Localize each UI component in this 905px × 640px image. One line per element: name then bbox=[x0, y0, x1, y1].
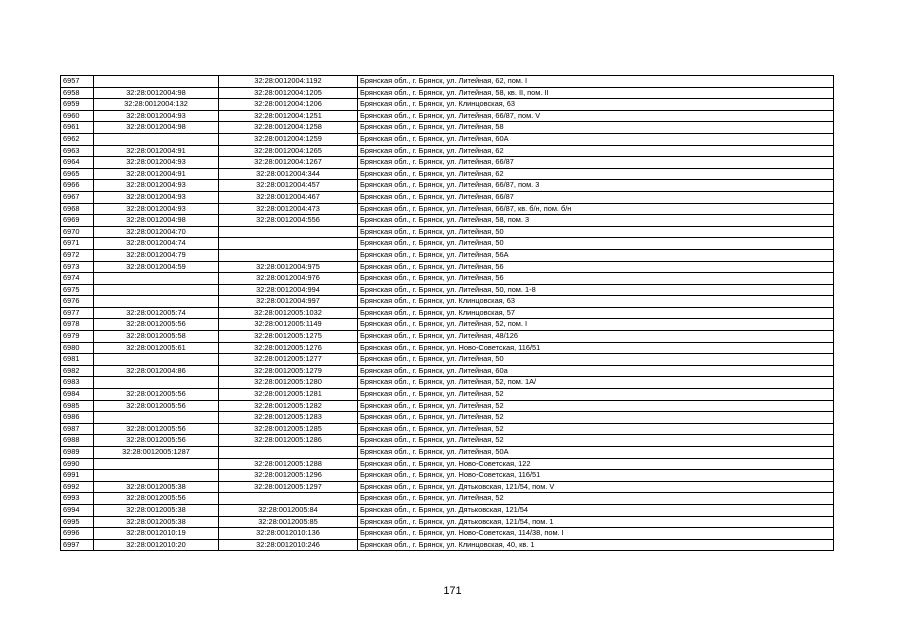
table-row bbox=[61, 145, 834, 157]
address-cell: Брянская обл., г. Брянск, ул. Дятьковская, 121/54 bbox=[358, 504, 834, 516]
table-row bbox=[61, 307, 834, 319]
address-cell: Брянская обл., г. Брянск, ул. Литейная, 58, пом. 3 bbox=[358, 215, 834, 227]
table-row bbox=[61, 539, 834, 551]
table-row bbox=[61, 470, 834, 482]
address-cell: Брянская обл., г. Брянск, ул. Клинцовская, 63 bbox=[358, 99, 834, 111]
object-cadastral-number-cell: 32:28:0012004:976 bbox=[219, 273, 358, 285]
address-cell: Брянская обл., г. Брянск, ул. Литейная, 60а bbox=[358, 365, 834, 377]
row-number-cell: 6965 bbox=[61, 168, 94, 180]
table-row bbox=[61, 226, 834, 238]
object-cadastral-number-cell: 32:28:0012005:84 bbox=[219, 504, 358, 516]
land-cadastral-number-cell: 32:28:0012004:132 bbox=[94, 99, 219, 111]
land-cadastral-number-cell: 32:28:0012004:93 bbox=[94, 203, 219, 215]
land-cadastral-number-cell: 32:28:0012004:86 bbox=[94, 365, 219, 377]
row-number-cell: 6968 bbox=[61, 203, 94, 215]
table-row bbox=[61, 203, 834, 215]
address-cell: Брянская обл., г. Брянск, ул. Литейная, 52 bbox=[358, 400, 834, 412]
row-number-cell: 6960 bbox=[61, 110, 94, 122]
land-cadastral-number-cell bbox=[94, 76, 219, 88]
object-cadastral-number-cell: 32:28:0012004:1258 bbox=[219, 122, 358, 134]
table-row bbox=[61, 99, 834, 111]
row-number-cell: 6995 bbox=[61, 516, 94, 528]
address-cell: Брянская обл., г. Брянск, ул. Литейная, 66/87, пом. 3 bbox=[358, 180, 834, 192]
row-number-cell: 6977 bbox=[61, 307, 94, 319]
page-number: 171 bbox=[443, 585, 462, 597]
address-cell: Брянская обл., г. Брянск, ул. Литейная, 52 bbox=[358, 423, 834, 435]
object-cadastral-number-cell: 32:28:0012005:1279 bbox=[219, 365, 358, 377]
land-cadastral-number-cell: 32:28:0012005:38 bbox=[94, 481, 219, 493]
object-cadastral-number-cell: 32:28:0012010:246 bbox=[219, 539, 358, 551]
object-cadastral-number-cell: 32:28:0012004:1192 bbox=[219, 76, 358, 88]
object-cadastral-number-cell bbox=[219, 493, 358, 505]
row-number-cell: 6975 bbox=[61, 284, 94, 296]
object-cadastral-number-cell: 32:28:0012005:1032 bbox=[219, 307, 358, 319]
object-cadastral-number-cell: 32:28:0012004:467 bbox=[219, 191, 358, 203]
row-number-cell: 6969 bbox=[61, 215, 94, 227]
land-cadastral-number-cell: 32:28:0012005:58 bbox=[94, 331, 219, 343]
row-number-cell: 6985 bbox=[61, 400, 94, 412]
row-number-cell: 6991 bbox=[61, 470, 94, 482]
row-number-cell: 6980 bbox=[61, 342, 94, 354]
address-cell: Брянская обл., г. Брянск, ул. Литейная, 56 bbox=[358, 273, 834, 285]
land-cadastral-number-cell: 32:28:0012005:56 bbox=[94, 400, 219, 412]
table-row bbox=[61, 191, 834, 203]
land-cadastral-number-cell bbox=[94, 273, 219, 285]
object-cadastral-number-cell: 32:28:0012005:1149 bbox=[219, 319, 358, 331]
address-cell: Брянская обл., г. Брянск, ул. Литейная, 62 bbox=[358, 168, 834, 180]
row-number-cell: 6993 bbox=[61, 493, 94, 505]
row-number-cell: 6992 bbox=[61, 481, 94, 493]
address-cell: Брянская обл., г. Брянск, ул. Литейная, 52 bbox=[358, 435, 834, 447]
table-row bbox=[61, 458, 834, 470]
table-row bbox=[61, 447, 834, 459]
land-cadastral-number-cell: 32:28:0012010:20 bbox=[94, 539, 219, 551]
address-cell: Брянская обл., г. Брянск, ул. Литейная, 52 bbox=[358, 389, 834, 401]
object-cadastral-number-cell: 32:28:0012004:1265 bbox=[219, 145, 358, 157]
table-row bbox=[61, 180, 834, 192]
object-cadastral-number-cell: 32:28:0012004:344 bbox=[219, 168, 358, 180]
address-cell: Брянская обл., г. Брянск, ул. Дятьковская, 121/54, пом. V bbox=[358, 481, 834, 493]
table-row bbox=[61, 342, 834, 354]
object-cadastral-number-cell: 32:28:0012004:1267 bbox=[219, 157, 358, 169]
object-cadastral-number-cell: 32:28:0012005:85 bbox=[219, 516, 358, 528]
address-cell: Брянская обл., г. Брянск, ул. Ново-Советская, 116/51 bbox=[358, 470, 834, 482]
land-cadastral-number-cell bbox=[94, 284, 219, 296]
object-cadastral-number-cell: 32:28:0012005:1283 bbox=[219, 412, 358, 424]
row-number-cell: 6967 bbox=[61, 191, 94, 203]
object-cadastral-number-cell: 32:28:0012005:1296 bbox=[219, 470, 358, 482]
address-cell: Брянская обл., г. Брянск, ул. Литейная, 52 bbox=[358, 412, 834, 424]
land-cadastral-number-cell: 32:28:0012010:19 bbox=[94, 528, 219, 540]
table-row bbox=[61, 435, 834, 447]
row-number-cell: 6997 bbox=[61, 539, 94, 551]
row-number-cell: 6989 bbox=[61, 447, 94, 459]
row-number-cell: 6987 bbox=[61, 423, 94, 435]
table-row bbox=[61, 261, 834, 273]
table-row bbox=[61, 493, 834, 505]
row-number-cell: 6958 bbox=[61, 87, 94, 99]
row-number-cell: 6957 bbox=[61, 76, 94, 88]
object-cadastral-number-cell bbox=[219, 447, 358, 459]
table-row bbox=[61, 354, 834, 366]
address-cell: Брянская обл., г. Брянск, ул. Литейная, 62 bbox=[358, 145, 834, 157]
object-cadastral-number-cell: 32:28:0012005:1276 bbox=[219, 342, 358, 354]
table-row bbox=[61, 528, 834, 540]
address-cell: Брянская обл., г. Брянск, ул. Литейная, 50 bbox=[358, 238, 834, 250]
row-number-cell: 6990 bbox=[61, 458, 94, 470]
land-cadastral-number-cell: 32:28:0012005:61 bbox=[94, 342, 219, 354]
object-cadastral-number-cell: 32:28:0012005:1275 bbox=[219, 331, 358, 343]
table-row bbox=[61, 423, 834, 435]
object-cadastral-number-cell: 32:28:0012005:1285 bbox=[219, 423, 358, 435]
object-cadastral-number-cell: 32:28:0012004:1251 bbox=[219, 110, 358, 122]
object-cadastral-number-cell bbox=[219, 249, 358, 261]
object-cadastral-number-cell: 32:28:0012005:1297 bbox=[219, 481, 358, 493]
row-number-cell: 6984 bbox=[61, 389, 94, 401]
land-cadastral-number-cell bbox=[94, 296, 219, 308]
object-cadastral-number-cell: 32:28:0012004:1205 bbox=[219, 87, 358, 99]
object-cadastral-number-cell bbox=[219, 226, 358, 238]
object-cadastral-number-cell: 32:28:0012005:1286 bbox=[219, 435, 358, 447]
land-cadastral-number-cell: 32:28:0012004:93 bbox=[94, 180, 219, 192]
address-cell: Брянская обл., г. Брянск, ул. Литейная, 48/126 bbox=[358, 331, 834, 343]
land-cadastral-number-cell: 32:28:0012004:74 bbox=[94, 238, 219, 250]
address-cell: Брянская обл., г. Брянск, ул. Ново-Советская, 122 bbox=[358, 458, 834, 470]
address-cell: Брянская обл., г. Брянск, ул. Литейная, 66/87, кв. б/н, пом. б/н bbox=[358, 203, 834, 215]
address-cell: Брянская обл., г. Брянск, ул. Клинцовская, 63 bbox=[358, 296, 834, 308]
table-row bbox=[61, 168, 834, 180]
land-cadastral-number-cell bbox=[94, 133, 219, 145]
address-cell: Брянская обл., г. Брянск, ул. Литейная, 58 bbox=[358, 122, 834, 134]
address-cell: Брянская обл., г. Брянск, ул. Литейная, 66/87 bbox=[358, 191, 834, 203]
address-cell: Брянская обл., г. Брянск, ул. Литейная, 60А bbox=[358, 133, 834, 145]
object-cadastral-number-cell: 32:28:0012004:556 bbox=[219, 215, 358, 227]
land-cadastral-number-cell bbox=[94, 354, 219, 366]
object-cadastral-number-cell: 32:28:0012004:473 bbox=[219, 203, 358, 215]
land-cadastral-number-cell: 32:28:0012004:91 bbox=[94, 168, 219, 180]
registry-table-body bbox=[61, 76, 834, 551]
address-cell: Брянская обл., г. Брянск, ул. Литейная, 56А bbox=[358, 249, 834, 261]
row-number-cell: 6982 bbox=[61, 365, 94, 377]
address-cell: Брянская обл., г. Брянск, ул. Литейная, 50, пом. 1-8 bbox=[358, 284, 834, 296]
table-row bbox=[61, 133, 834, 145]
land-cadastral-number-cell: 32:28:0012004:98 bbox=[94, 215, 219, 227]
table-row bbox=[61, 157, 834, 169]
land-cadastral-number-cell: 32:28:0012005:56 bbox=[94, 493, 219, 505]
row-number-cell: 6979 bbox=[61, 331, 94, 343]
table-row bbox=[61, 284, 834, 296]
object-cadastral-number-cell: 32:28:0012004:457 bbox=[219, 180, 358, 192]
address-cell: Брянская обл., г. Брянск, ул. Литейная, 50 bbox=[358, 226, 834, 238]
address-cell: Брянская обл., г. Брянск, ул. Ново-Советская, 114/38, пом. I bbox=[358, 528, 834, 540]
row-number-cell: 6971 bbox=[61, 238, 94, 250]
row-number-cell: 6972 bbox=[61, 249, 94, 261]
object-cadastral-number-cell: 32:28:0012010:136 bbox=[219, 528, 358, 540]
object-cadastral-number-cell: 32:28:0012005:1280 bbox=[219, 377, 358, 389]
table-row bbox=[61, 273, 834, 285]
land-cadastral-number-cell: 32:28:0012005:56 bbox=[94, 389, 219, 401]
land-cadastral-number-cell: 32:28:0012005:56 bbox=[94, 319, 219, 331]
object-cadastral-number-cell: 32:28:0012004:994 bbox=[219, 284, 358, 296]
land-cadastral-number-cell: 32:28:0012005:74 bbox=[94, 307, 219, 319]
address-cell: Брянская обл., г. Брянск, ул. Литейная, 66/87 bbox=[358, 157, 834, 169]
land-cadastral-number-cell: 32:28:0012005:1287 bbox=[94, 447, 219, 459]
row-number-cell: 6963 bbox=[61, 145, 94, 157]
table-row bbox=[61, 400, 834, 412]
row-number-cell: 6978 bbox=[61, 319, 94, 331]
row-number-cell: 6976 bbox=[61, 296, 94, 308]
land-cadastral-number-cell bbox=[94, 458, 219, 470]
address-cell: Брянская обл., г. Брянск, ул. Литейная, 56 bbox=[358, 261, 834, 273]
row-number-cell: 6966 bbox=[61, 180, 94, 192]
object-cadastral-number-cell: 32:28:0012004:975 bbox=[219, 261, 358, 273]
land-cadastral-number-cell bbox=[94, 412, 219, 424]
table-row bbox=[61, 215, 834, 227]
land-cadastral-number-cell: 32:28:0012004:59 bbox=[94, 261, 219, 273]
land-cadastral-number-cell: 32:28:0012004:93 bbox=[94, 110, 219, 122]
address-cell: Брянская обл., г. Брянск, ул. Ново-Советская, 116/51 bbox=[358, 342, 834, 354]
address-cell: Брянская обл., г. Брянск, ул. Литейная, 52 bbox=[358, 493, 834, 505]
row-number-cell: 6983 bbox=[61, 377, 94, 389]
table-row bbox=[61, 238, 834, 250]
object-cadastral-number-cell: 32:28:0012004:1259 bbox=[219, 133, 358, 145]
table-row bbox=[61, 377, 834, 389]
table-row bbox=[61, 365, 834, 377]
row-number-cell: 6994 bbox=[61, 504, 94, 516]
table-row bbox=[61, 389, 834, 401]
object-cadastral-number-cell bbox=[219, 238, 358, 250]
land-cadastral-number-cell: 32:28:0012005:56 bbox=[94, 423, 219, 435]
table-row bbox=[61, 319, 834, 331]
address-cell: Брянская обл., г. Брянск, ул. Литейная, 58, кв. II, пом. II bbox=[358, 87, 834, 99]
address-cell: Брянская обл., г. Брянск, ул. Клинцовская, 40, кв. 1 bbox=[358, 539, 834, 551]
table-row bbox=[61, 87, 834, 99]
row-number-cell: 6964 bbox=[61, 157, 94, 169]
land-cadastral-number-cell: 32:28:0012004:93 bbox=[94, 191, 219, 203]
row-number-cell: 6973 bbox=[61, 261, 94, 273]
table-row bbox=[61, 504, 834, 516]
row-number-cell: 6986 bbox=[61, 412, 94, 424]
land-cadastral-number-cell: 32:28:0012004:70 bbox=[94, 226, 219, 238]
table-row bbox=[61, 331, 834, 343]
land-cadastral-number-cell: 32:28:0012005:38 bbox=[94, 504, 219, 516]
row-number-cell: 6988 bbox=[61, 435, 94, 447]
land-cadastral-number-cell: 32:28:0012004:98 bbox=[94, 87, 219, 99]
row-number-cell: 6996 bbox=[61, 528, 94, 540]
row-number-cell: 6970 bbox=[61, 226, 94, 238]
land-cadastral-number-cell: 32:28:0012004:91 bbox=[94, 145, 219, 157]
land-cadastral-number-cell: 32:28:0012004:79 bbox=[94, 249, 219, 261]
row-number-cell: 6981 bbox=[61, 354, 94, 366]
row-number-cell: 6962 bbox=[61, 133, 94, 145]
table-row bbox=[61, 481, 834, 493]
address-cell: Брянская обл., г. Брянск, ул. Литейная, 50 bbox=[358, 354, 834, 366]
object-cadastral-number-cell: 32:28:0012005:1277 bbox=[219, 354, 358, 366]
object-cadastral-number-cell: 32:28:0012005:1282 bbox=[219, 400, 358, 412]
registry-table bbox=[60, 75, 834, 551]
address-cell: Брянская обл., г. Брянск, ул. Дятьковская, 121/54, пом. 1 bbox=[358, 516, 834, 528]
address-cell: Брянская обл., г. Брянск, ул. Литейная, 62, пом. I bbox=[358, 76, 834, 88]
table-row bbox=[61, 110, 834, 122]
object-cadastral-number-cell: 32:28:0012004:997 bbox=[219, 296, 358, 308]
object-cadastral-number-cell: 32:28:0012005:1288 bbox=[219, 458, 358, 470]
address-cell: Брянская обл., г. Брянск, ул. Литейная, 52, пом. I bbox=[358, 319, 834, 331]
land-cadastral-number-cell: 32:28:0012005:38 bbox=[94, 516, 219, 528]
land-cadastral-number-cell: 32:28:0012004:98 bbox=[94, 122, 219, 134]
table-row bbox=[61, 249, 834, 261]
address-cell: Брянская обл., г. Брянск, ул. Клинцовская, 57 bbox=[358, 307, 834, 319]
land-cadastral-number-cell bbox=[94, 470, 219, 482]
address-cell: Брянская обл., г. Брянск, ул. Литейная, 50А bbox=[358, 447, 834, 459]
object-cadastral-number-cell: 32:28:0012004:1206 bbox=[219, 99, 358, 111]
table-row bbox=[61, 122, 834, 134]
land-cadastral-number-cell: 32:28:0012004:93 bbox=[94, 157, 219, 169]
land-cadastral-number-cell bbox=[94, 377, 219, 389]
row-number-cell: 6961 bbox=[61, 122, 94, 134]
row-number-cell: 6959 bbox=[61, 99, 94, 111]
land-cadastral-number-cell: 32:28:0012005:56 bbox=[94, 435, 219, 447]
address-cell: Брянская обл., г. Брянск, ул. Литейная, 66/87, пом. V bbox=[358, 110, 834, 122]
table-row bbox=[61, 516, 834, 528]
object-cadastral-number-cell: 32:28:0012005:1281 bbox=[219, 389, 358, 401]
table-row bbox=[61, 412, 834, 424]
address-cell: Брянская обл., г. Брянск, ул. Литейная, 52, пом. 1А/ bbox=[358, 377, 834, 389]
row-number-cell: 6974 bbox=[61, 273, 94, 285]
table-row bbox=[61, 296, 834, 308]
table-row bbox=[61, 76, 834, 88]
